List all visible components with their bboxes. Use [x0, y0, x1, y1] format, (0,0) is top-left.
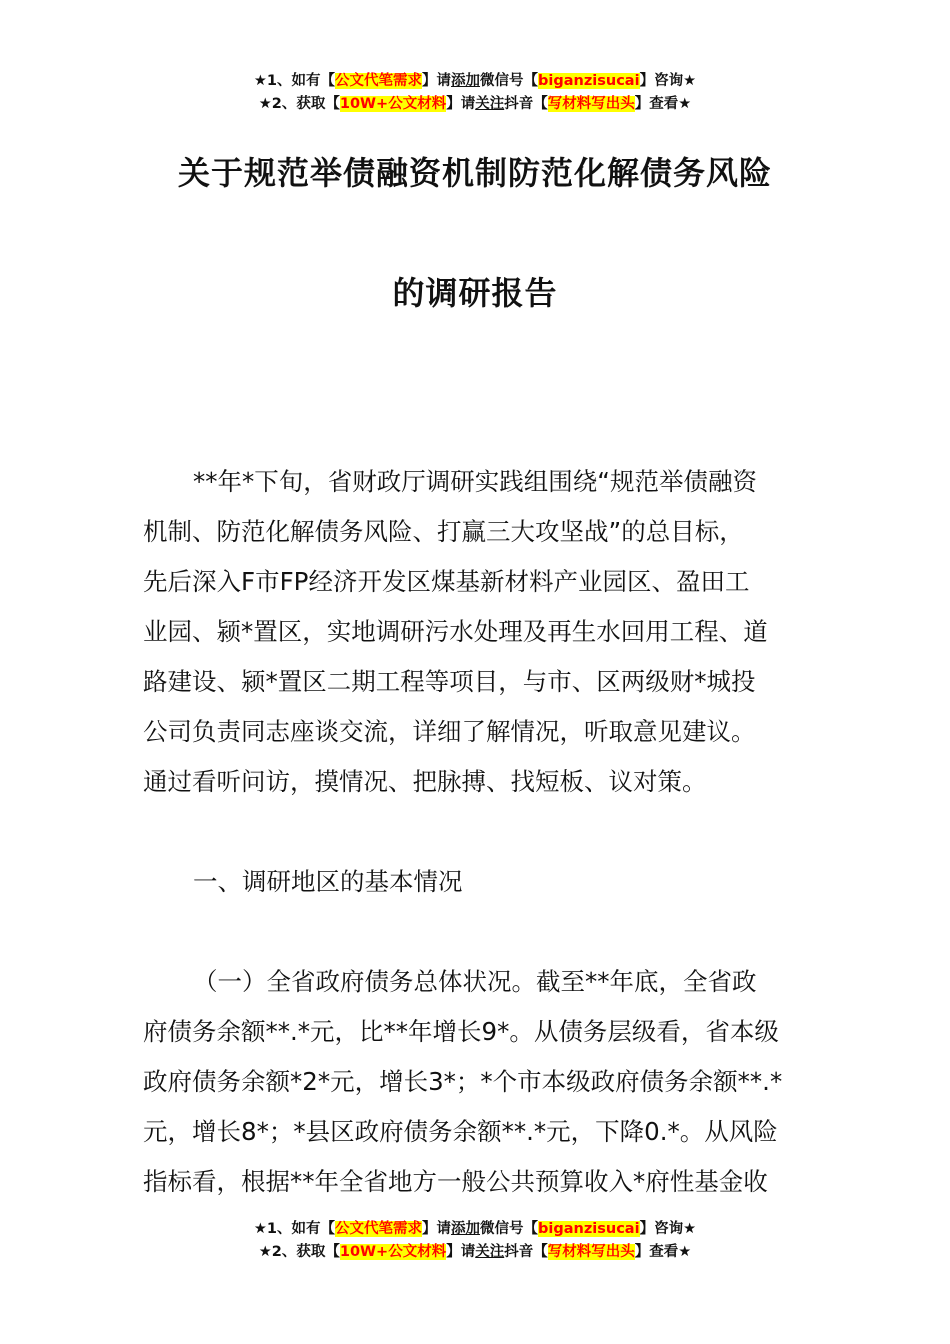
footer-notice-banner — [0, 1218, 950, 1264]
notice-text: 】请 — [446, 96, 476, 112]
paragraph-line: 先后深入F市FP经济开发区煤基新材料产业园区、盈田工 — [143, 567, 750, 596]
paragraph-line: 指标看，根据**年全省地方一般公共预算收入*府性基金收 — [143, 1167, 768, 1196]
notice-text: 】请 — [446, 1244, 476, 1260]
document-title-line-1: 关于规范举债融资机制防范化解债务风险 — [177, 154, 772, 192]
highlight-ghostwriting: 公文代笔需求 — [335, 73, 423, 89]
notice-text: ★2、获取【 — [258, 1244, 340, 1260]
highlight-wechat-id: biganzisucai — [538, 73, 640, 89]
notice-text: 】请 — [422, 1221, 452, 1237]
paragraph-line: 路建设、颍*置区二期工程等项目，与市、区两级财*城投 — [143, 667, 756, 696]
notice-text: 】查看★ — [634, 96, 692, 112]
underlined-text: 关注 — [475, 1244, 505, 1260]
notice-line-2 — [0, 1241, 950, 1264]
paragraph-line: 通过看听问访，摸情况、把脉搏、找短板、议对策。 — [143, 767, 707, 796]
notice-text: 微信号【 — [480, 73, 539, 89]
paragraph-line: 公司负责同志座谈交流，详细了解情况，听取意见建议。 — [143, 717, 756, 746]
section-paragraph — [143, 957, 811, 1207]
highlight-douyin-account: 写材料写出头 — [547, 96, 635, 112]
highlight-douyin-account: 写材料写出头 — [547, 1244, 635, 1260]
highlight-ghostwriting: 公文代笔需求 — [335, 1221, 423, 1237]
intro-paragraph — [143, 457, 811, 807]
underlined-text: 添加 — [451, 73, 481, 89]
paragraph-line: **年*下旬，省财政厅调研实践组围绕“规范举债融资 — [193, 467, 757, 496]
paragraph-line: 业园、颍*置区，实地调研污水处理及再生水回用工程、道 — [143, 617, 768, 646]
paragraph-line: 元，增长8*；*县区政府债务余额**.*元，下降0.*。从风险 — [143, 1117, 778, 1146]
paragraph-line: （一）全省政府债务总体状况。截至**年底，全省政 — [193, 967, 757, 996]
notice-text: 】咨询★ — [639, 1221, 697, 1237]
notice-text: ★1、如有【 — [253, 1221, 336, 1237]
notice-text: 】请 — [422, 73, 452, 89]
notice-text: 抖音【 — [504, 1244, 548, 1260]
notice-line-1 — [0, 70, 950, 93]
highlight-wechat-id: biganzisucai — [538, 1221, 640, 1237]
notice-text: 微信号【 — [480, 1221, 539, 1237]
notice-text: 】查看★ — [634, 1244, 692, 1260]
notice-text: 】咨询★ — [639, 73, 697, 89]
section-heading — [143, 857, 811, 907]
paragraph-line: 政府债务余额*2*元，增长3*；*个市本级政府债务余额**.* — [143, 1067, 783, 1096]
header-notice-banner — [0, 70, 950, 116]
notice-line-1 — [0, 1218, 950, 1241]
notice-line-2 — [0, 93, 950, 116]
paragraph-line: 机制、防范化解债务风险、打赢三大攻坚战”的总目标， — [143, 517, 744, 546]
paragraph-line: 府债务余额**.*元，比**年增长9*。从债务层级看，省本级 — [143, 1017, 779, 1046]
highlight-materials: 10W+公文材料 — [339, 96, 447, 112]
document-title-line-2: 的调研报告 — [392, 274, 558, 312]
underlined-text: 关注 — [475, 96, 505, 112]
notice-text: 抖音【 — [504, 96, 548, 112]
highlight-materials: 10W+公文材料 — [339, 1244, 447, 1260]
section-heading-text: 一、调研地区的基本情况 — [193, 867, 463, 896]
notice-text: ★1、如有【 — [253, 73, 336, 89]
notice-text: ★2、获取【 — [258, 96, 340, 112]
underlined-text: 添加 — [451, 1221, 481, 1237]
